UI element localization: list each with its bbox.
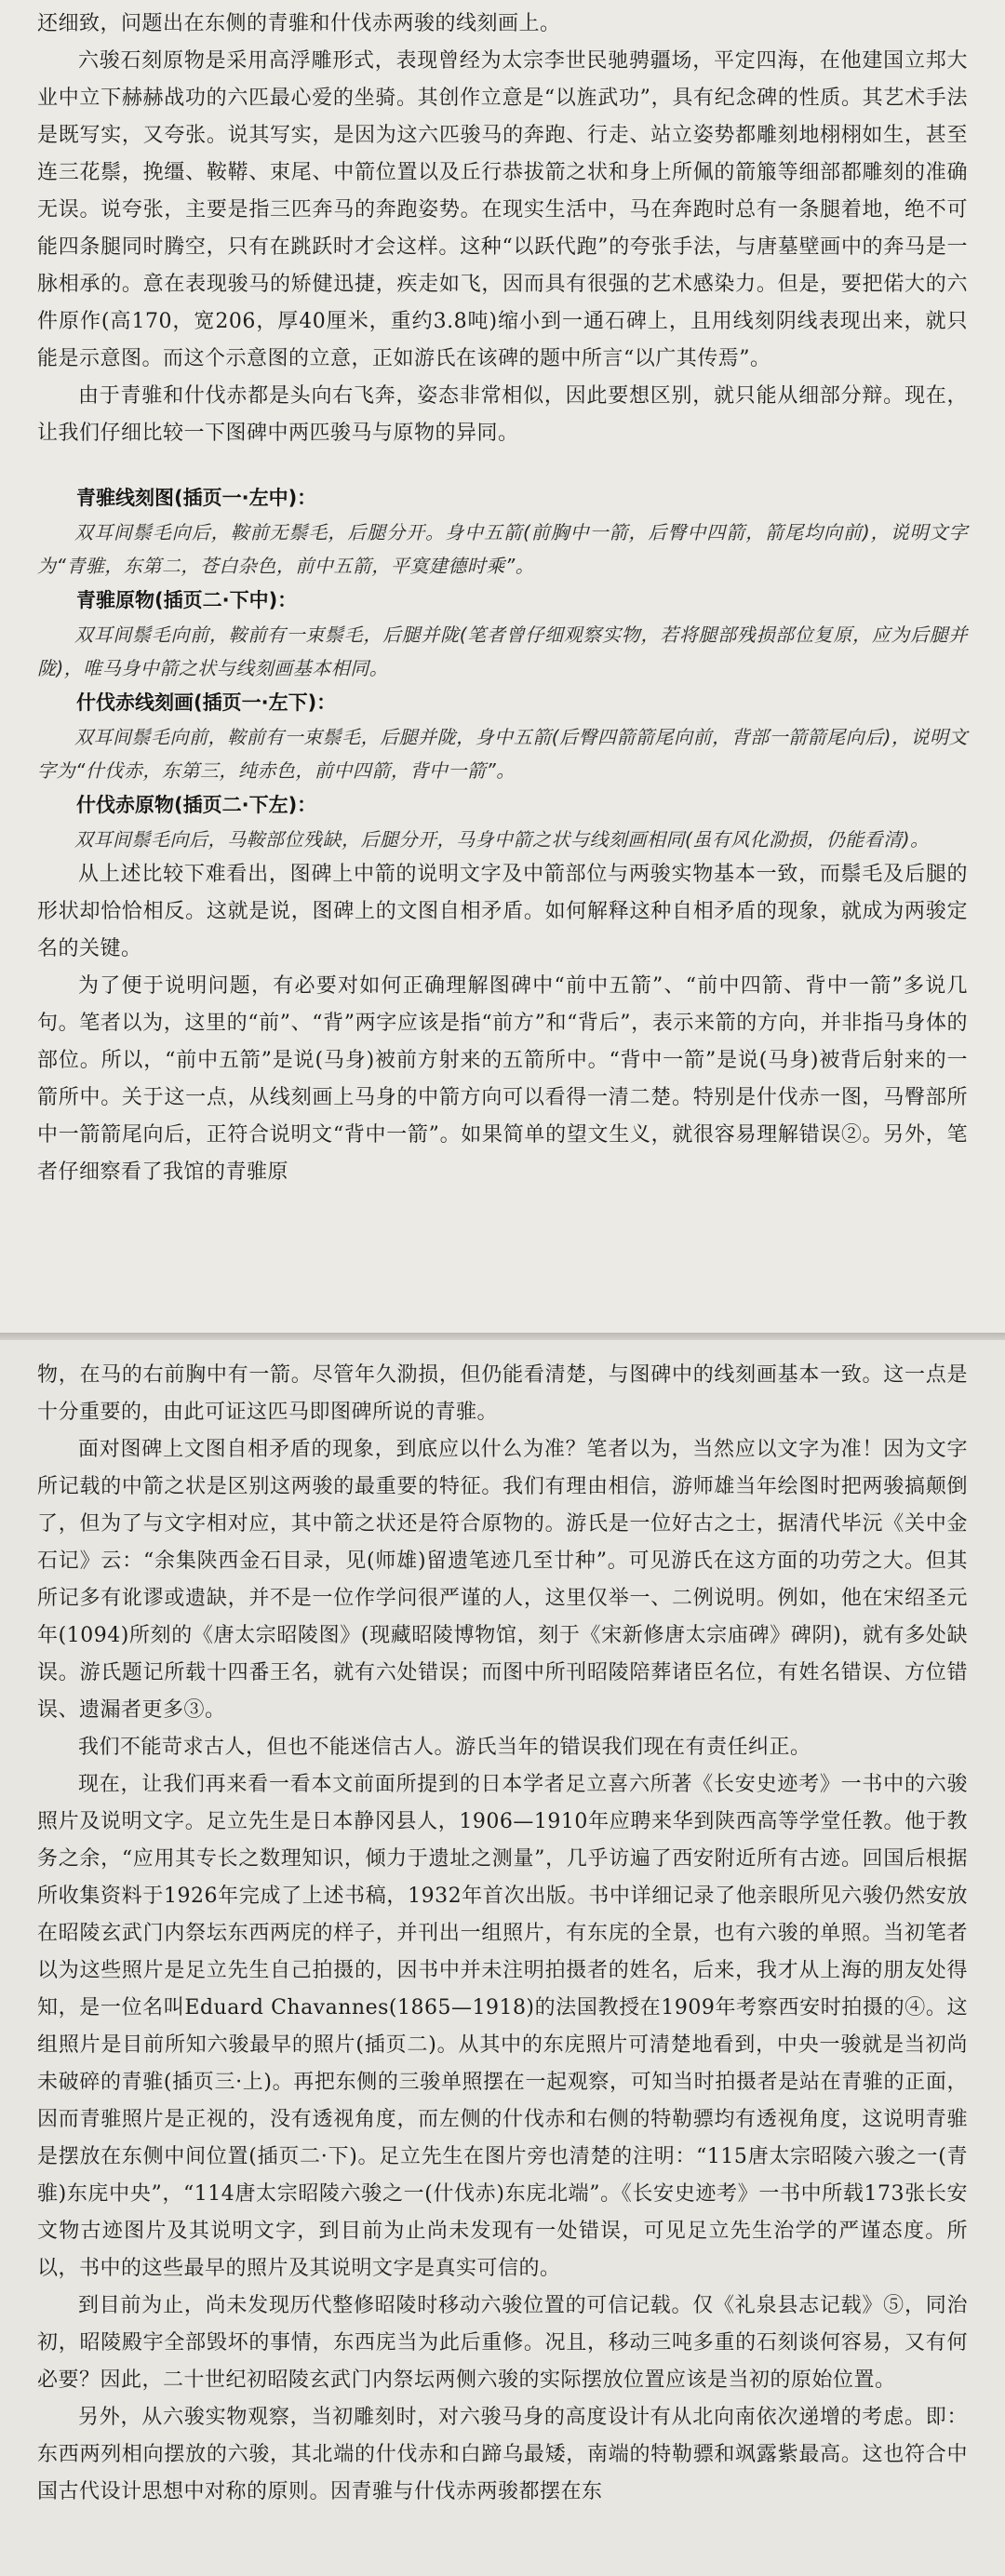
paragraph: 还细致，问题出在东侧的青骓和什伐赤两骏的线刻画上。: [37, 12, 561, 35]
paragraph: 物，在马的右前胸中有一箭。尽管年久泐损，但仍能看清楚，与图碑中的线刻画基本一致。这一点是十分重要的，由此可证这匹马即图碑所说的青骓。: [37, 1363, 968, 1424]
comparison-note: 双耳间鬃毛向后，马鞍部位残缺，后腿分开，马身中箭之状与线刻画相同(虽有风化泐损，仍能看清)。: [74, 828, 930, 851]
book-page-bottom: [0, 1340, 1005, 2576]
paragraph: 为了便于说明问题，有必要对如何正确理解图碑中“前中五箭”、“前中四箭、背中一箭”多说几句。笔者以为，这里的“前”、“背”两字应该是指“前方”和“背后”，表示来箭的方向，并非指马身体的部位。所以，“前中五箭”是说(马身)被前方射来的五箭所中。“背中一箭”是说(马身)被背后射来的一箭所中。关于这一点，从线刻画上马身的中箭方向可以看得一清二楚。特别是什伐赤一图，马臀部所中一箭箭尾向后，正符合说明文“背中一箭”。如果简单的望文生义，就很容易理解错误②。另外，笔者仔细察看了我馆的青骓原: [37, 974, 968, 1184]
paragraph: 由于青骓和什伐赤都是头向右飞奔，姿态非常相似，因此要想区别，就只能从细部分辩。现在，让我们仔细比较一下图碑中两匹骏马与原物的异同。: [37, 384, 968, 445]
section-heading: 什伐赤线刻画(插页一·左下)：: [76, 691, 337, 714]
paragraph: 从上述比较下难看出，图碑上中箭的说明文字及中箭部位与两骏实物基本一致，而鬃毛及后腿的形状却恰恰相反。这就是说，图碑上的文图自相矛盾。如何解释这种自相矛盾的现象，就成为两骏定名的关键。: [37, 863, 968, 960]
section-heading: 青骓原物(插页二·下中)：: [76, 589, 298, 611]
paragraph: 现在，让我们再来看一看本文前面所提到的日本学者足立喜六所著《长安史迹考》一书中的六骏照片及说明文字。足立先生是日本静冈县人，1906—1910年应聘来华到陕西高等学堂任教。他于教务之余，“应用其专长之数理知识，倾力于遗址之测量”，几乎访遍了西安附近所有古迹。回国后根据所收集资料于1926年完成了上述书稿，1932年首次出版。书中详细记录了他亲眼所见六骏仍然安放在昭陵玄武门内祭坛东西两庑的样子，并刊出一组照片，有东庑的全景，也有六骏的单照。当初笔者以为这些照片是足立先生自己拍摄的，因书中并未注明拍摄者的姓名，后来，我才从上海的朋友处得知，是一位名叫Eduard Chavannes(1865—1918)的法国教授在1909年考察西安时拍摄的④。这组照片是目前所知六骏最早的照片(插页二)。从其中的东庑照片可清楚地看到，中央一骏就是当初尚未破碎的青骓(插页三·上)。再把东侧的三骏单照摆在一起观察，可知当时拍摄者是站在青骓的正面，因而青骓照片是正视的，没有透视角度，而左侧的什伐赤和右侧的特勒骠均有透视角度，这说明青骓是摆放在东侧中间位置(插页二·下)。足立先生在图片旁也清楚的注明：“115唐太宗昭陵六骏之一(青骓)东庑中央”，“114唐太宗昭陵六骏之一(什伐赤)东庑北端”。《长安史迹考》一书中所载173张长安文物古迹图片及其说明文字，到目前为止尚未发现有一处错误，可见足立先生治学的严谨态度。所以，书中的这些最早的照片及其说明文字是真实可信的。: [37, 1773, 968, 2280]
paragraph: 到目前为止，尚未发现历代整修昭陵时移动六骏位置的可信记载。仅《礼泉县志记载》⑤，同治初，昭陵殿宇全部毁坏的事情，东西庑当为此后重修。况且，移动三吨多重的石刻谈何容易，又有何必要？因此，二十世纪初昭陵玄武门内祭坛两侧六骏的实际摆放位置应该是当初的原始位置。: [37, 2294, 968, 2392]
paragraph: 六骏石刻原物是采用高浮雕形式，表现曾经为太宗李世民驰骋疆场，平定四海，在他建国立邦大业中立下赫赫战功的六匹最心爱的坐骑。其创作立意是“以旌武功”，具有纪念碑的性质。其艺术手法是既写实，又夸张。说其写实，是因为这六匹骏马的奔跑、行走、站立姿势都雕刻地栩栩如生，甚至连三花鬃，挽缰、鞍鞯、束尾、中箭位置以及丘行恭拔箭之状和身上所佩的箭箙等细部都雕刻的准确无误。说夸张，主要是指三匹奔马的奔跑姿势。在现实生活中，马在奔跑时总有一条腿着地，绝不可能四条腿同时腾空，只有在跳跃时才会这样。这种“以跃代跑”的夸张手法，与唐墓壁画中的奔马是一脉相承的。意在表现骏马的矫健迅捷，疾走如飞，因而具有很强的艺术感染力。但是，要把偌大的六件原作(高170，宽206，厚40厘米，重约3.8吨)缩小到一通石碑上，且用线刻阴线表现出来，就只能是示意图。而这个示意图的立意，正如游氏在该碑的题中所言“以广其传焉”。: [37, 49, 968, 370]
page-divider: [0, 1333, 1005, 1340]
paragraph: 面对图碑上文图自相矛盾的现象，到底应以什么为准？笔者以为，当然应以文字为准！因为文字所记载的中箭之状是区别这两骏的最重要的特征。我们有理由相信，游师雄当年绘图时把两骏搞颠倒了，但为了与文字相对应，其中箭之状还是符合原物的。游氏是一位好古之士，据清代毕沅《关中金石记》云：“余集陕西金石目录，见(师雄)留遗笔迹几至廿种”。可见游氏在这方面的功劳之大。但其所记多有讹谬或遗缺，并不是一位作学问很严谨的人，这里仅举一、二例说明。例如，他在宋绍圣元年(1094)所刻的《唐太宗昭陵图》(现藏昭陵博物馆，刻于《宋新修唐太宗庙碑》碑阴)，就有多处缺误。游氏题记所载十四番王名，就有六处错误；而图中所刊昭陵陪葬诸臣名位，有姓名错误、方位错误、遗漏者更多③。: [37, 1438, 968, 1722]
comparison-note: 双耳间鬃毛向前，鞍前有一束鬃毛，后腿并陇(笔者曾仔细观察实物，若将腿部残损部位复原，应为后腿并陇)，唯马身中箭之状与线刻画基本相同。: [37, 624, 968, 679]
section-heading: 青骓线刻图(插页一·左中)：: [76, 487, 317, 509]
comparison-note: 双耳间鬃毛向前，鞍前有一束鬃毛，后腿并陇，身中五箭(后臀四箭箭尾向前，背部一箭箭尾向后)，说明文字为“什伐赤，东第三，纯赤色，前中四箭，背中一箭”。: [37, 726, 968, 782]
paragraph: 我们不能苛求古人，但也不能迷信古人。游氏当年的错误我们现在有责任纠正。: [78, 1736, 811, 1759]
comparison-note: 双耳间鬃毛向后，鞍前无鬃毛，后腿分开。身中五箭(前胸中一箭，后臀中四箭，箭尾均向前)，说明文字为“青骓，东第二，苍白杂色，前中五箭，平寞建德时乘”。: [37, 521, 968, 577]
section-heading: 什伐赤原物(插页二·下左)：: [76, 794, 317, 816]
paragraph: 另外，从六骏实物观察，当初雕刻时，对六骏马身的高度设计有从北向南依次递增的考虑。即：东西两列相向摆放的六骏，其北端的什伐赤和白蹄乌最矮，南端的特勒骠和飒露紫最高。这也符合中国古代设计思想中对称的原则。因青骓与什伐赤两骏都摆在东: [37, 2406, 968, 2503]
